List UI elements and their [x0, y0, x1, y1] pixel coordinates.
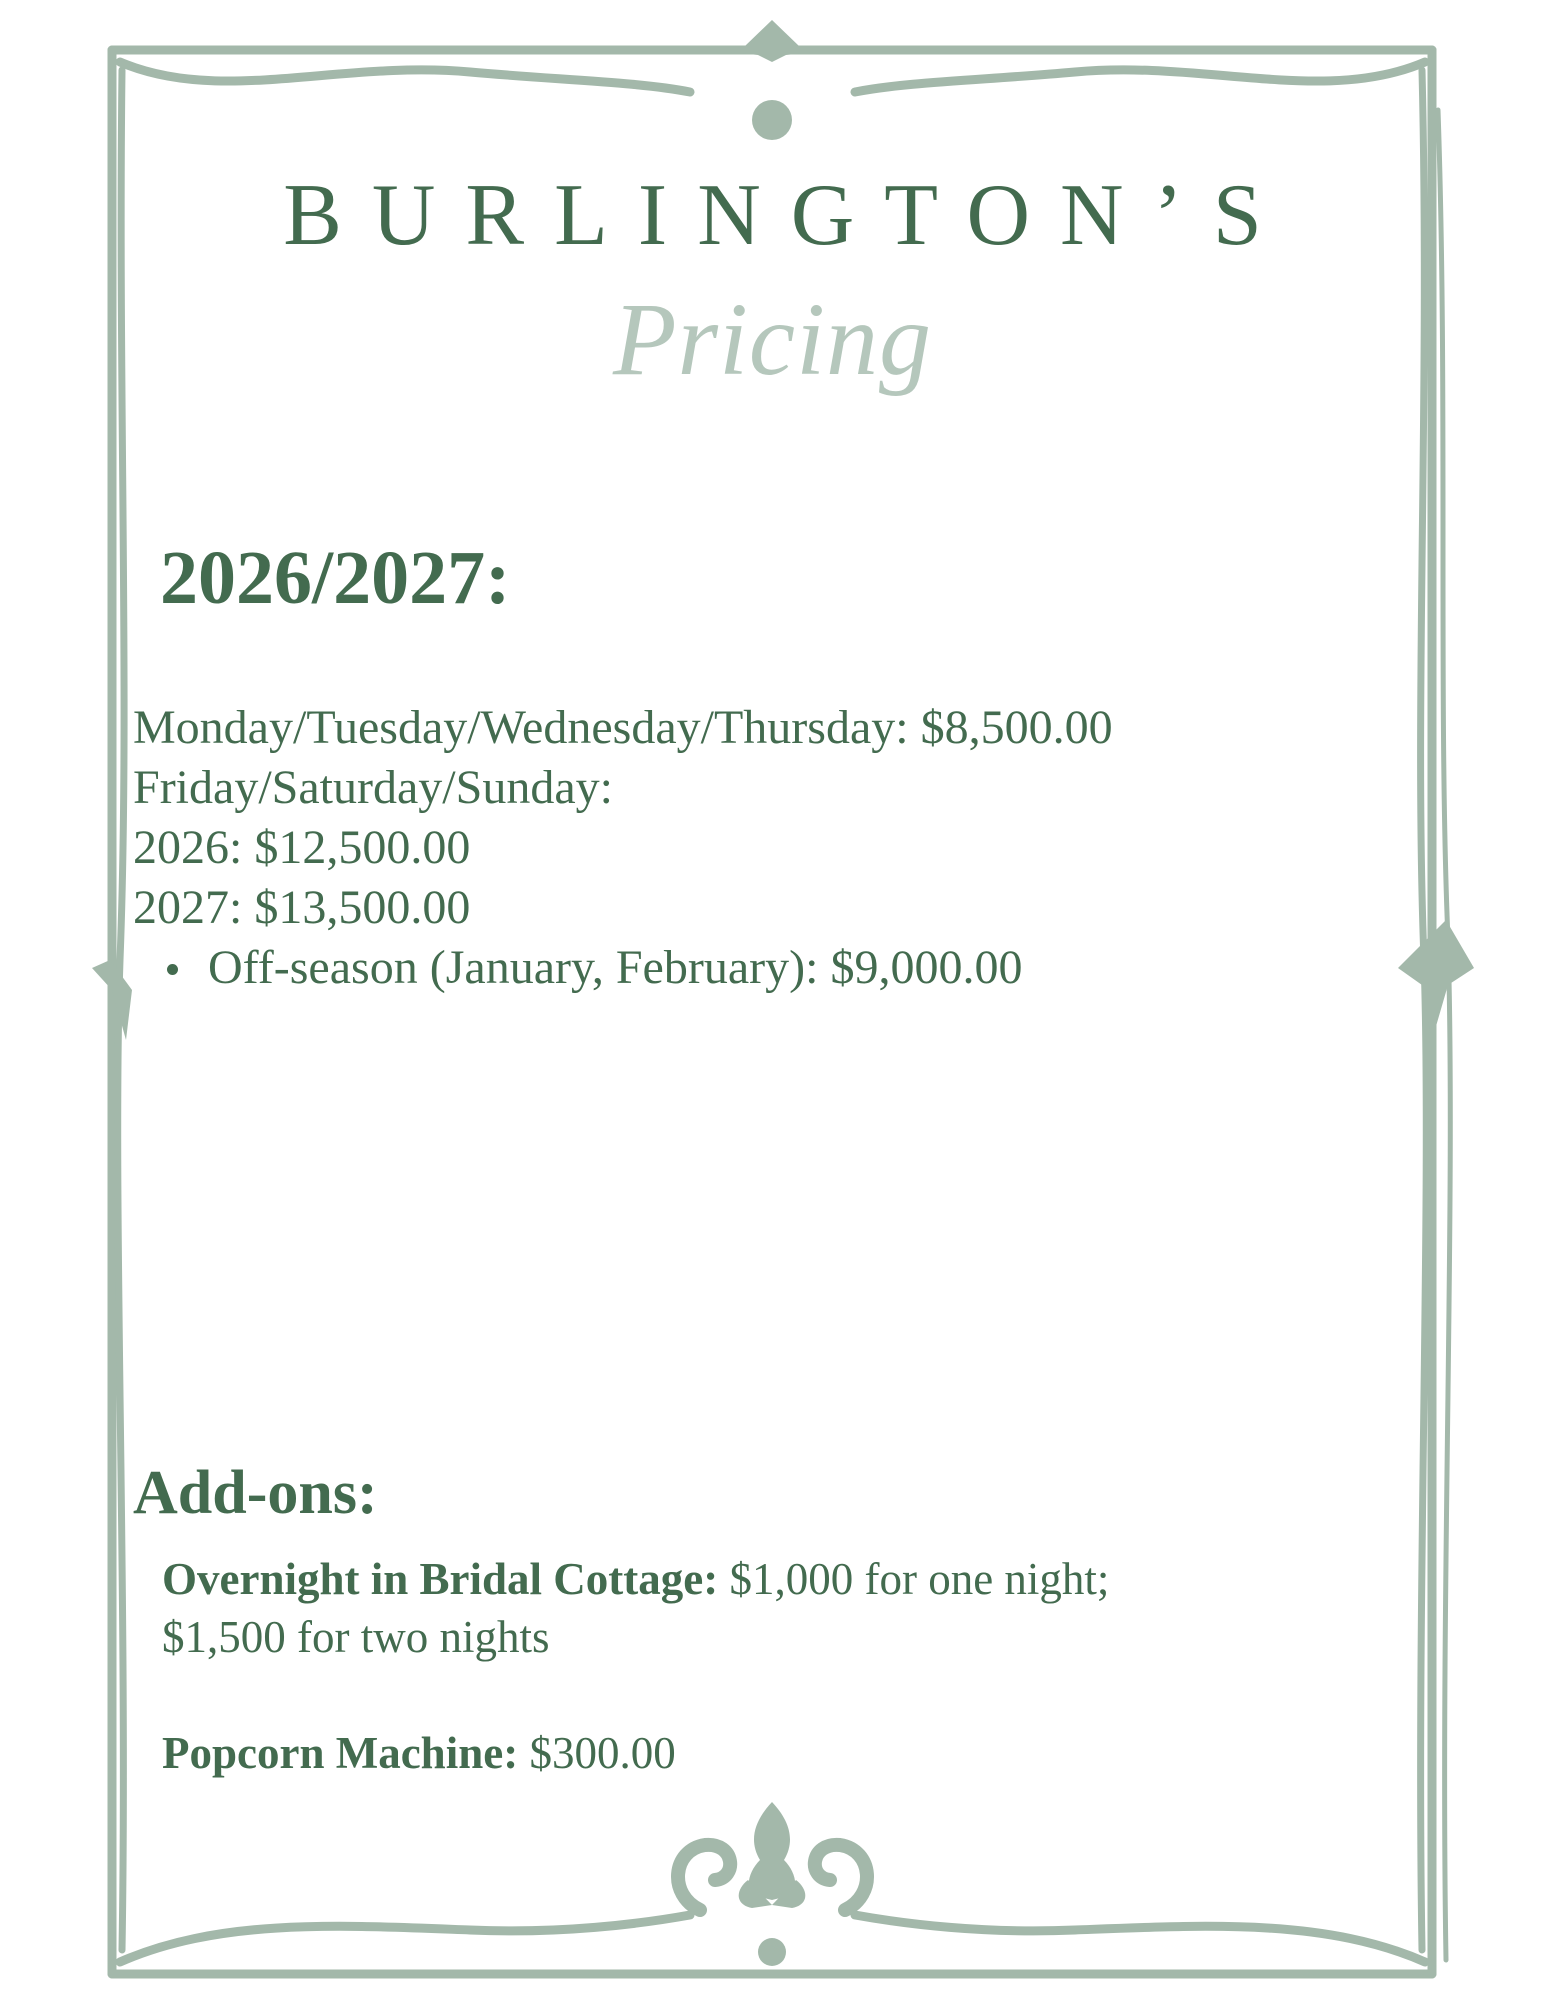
price-2026: 2026: $12,500.00: [133, 821, 471, 874]
addons-heading: Add-ons:: [133, 1459, 378, 1527]
addon-line: [162, 1724, 676, 1782]
off-season-price: Off-season (January, February): $9,000.00: [208, 941, 1023, 994]
addon-line: [162, 1550, 1109, 1608]
pricing-bullet-list: [133, 938, 1113, 998]
pricing-details: [133, 698, 1113, 998]
addon-popcorn-machine: [162, 1724, 676, 1782]
addon-price: $300.00: [518, 1728, 676, 1778]
addon-bridal-cottage: [162, 1550, 1109, 1666]
addon-name: Popcorn Machine:: [162, 1728, 519, 1778]
weekday-price: Monday/Tuesday/Wednesday/Thursday: $8,500.00: [133, 701, 1113, 754]
addon-name: Overnight in Bridal Cottage:: [162, 1554, 719, 1604]
bullet-icon: [167, 964, 178, 975]
weekend-label: Friday/Saturday/Sunday:: [133, 761, 613, 814]
brand-title: BURLINGTON’S: [283, 167, 1292, 264]
price-2027: 2027: $13,500.00: [133, 881, 471, 934]
list-item: [208, 938, 1113, 998]
pricing-year-heading: 2026/2027:: [160, 536, 511, 620]
addon-price: $1,000 for one night;: [718, 1554, 1110, 1604]
addon-price-extra: $1,500 for two nights: [162, 1612, 550, 1662]
page-subtitle: Pricing: [613, 282, 932, 397]
